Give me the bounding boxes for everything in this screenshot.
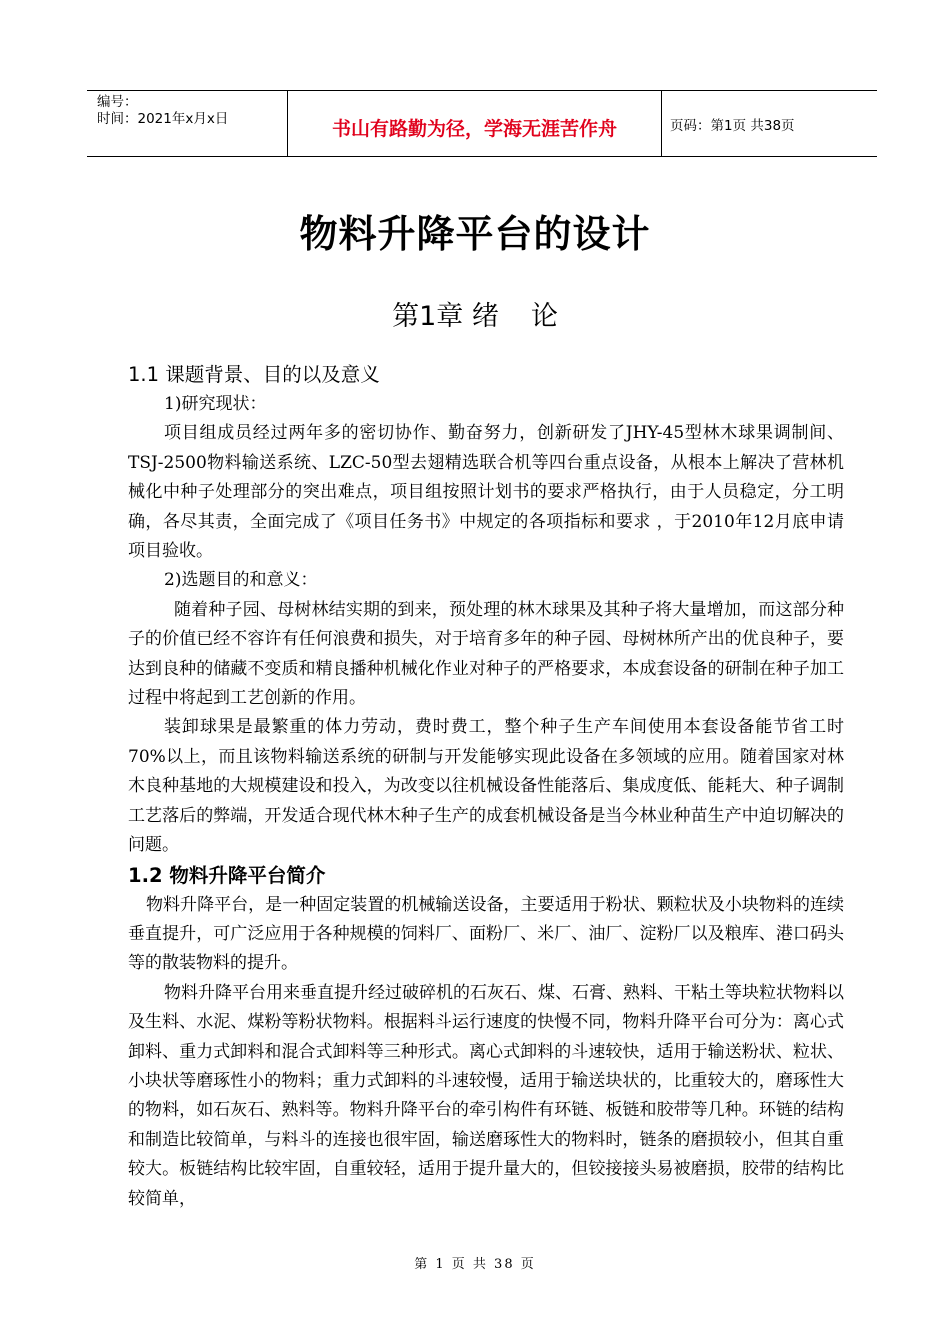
subheading: 2)选题目的和意义： xyxy=(164,570,318,591)
chapter-title xyxy=(0,294,950,333)
chapter-number: 第1章 绪 xyxy=(392,301,499,332)
section-heading: 1.2 物料升降平台简介 xyxy=(128,863,326,887)
serial-label: 编号： xyxy=(97,94,138,110)
chapter-name: 论 xyxy=(530,301,558,332)
section-heading: 1.1 课题背景、目的以及意义 xyxy=(128,363,380,386)
document-body xyxy=(128,360,844,1214)
paragraph: 物料升降平台，是一种固定装置的机械输送设备，主要适用于粉状、颗粒状及小块物料的连续垂直提升，可广泛应用于各种规模的饲料厂、面粉厂、米厂、油厂、淀粉厂以及粮库、港口码头等的散装物料的提升。 xyxy=(128,894,844,974)
header-motto: 书山有路勤为径，学海无涯苦作舟 xyxy=(288,91,662,156)
paragraph: 项目组成员经过两年多的密切协作、勤奋努力，创新研发了JHY-45型林木球果调制间、TSJ-2500物料输送系统、LZC-50型去翅精选联合机等四台重点设备，从根本上解决了营林机械化中种子处理部分的突出难点，项目组按照计划书的要求严格执行，由于人员稳定，分工明确，各尽其责，全面完成了《项目任务书》中规定的各项指标和要求 ，于2010年12月底申请项目验收。 xyxy=(128,423,844,562)
paragraph: 物料升降平台用来垂直提升经过破碎机的石灰石、煤、石膏、熟料、干粘土等块粒状物料以及生料、水泥、煤粉等粉状物料。根据料斗运行速度的快慢不同，物料升降平台可分为：离心式卸料、重力式卸料和混合式卸料等三种形式。离心式卸料的斗速较快，适用于输送粉状、粒状、小块状等磨琢性小的物料；重力式卸料的斗速较慢，适用于输送块状的，比重较大的，磨琢性大的物料，如石灰石、熟料等。物料升降平台的牵引构件有环链、板链和胶带等几种。环链的结构和制造比较简单，与料斗的连接也很牢固，输送磨琢性大的物料时，链条的磨损较小，但其自重较大。板链结构比较牢固，自重较轻，适用于提升量大的，但铰接接头易被磨损，胶带的结构比较简单， xyxy=(128,982,844,1209)
header-table xyxy=(87,90,877,157)
document-title: 物料升降平台的设计 xyxy=(299,212,651,256)
paragraph: 装卸球果是最繁重的体力劳动，费时费工，整个种子生产车间使用本套设备能节省工时70%以上，而且该物料输送系统的研制与开发能够实现此设备在多领域的应用。随着国家对林木良种基地的大规模建设和投入，为改变以往机械设备性能落后、集成度低、能耗大、种子调制工艺落后的弊端，开发适合现代林木种子生产的成套机械设备是当今林业种苗生产中迫切解决的问题。 xyxy=(128,717,844,856)
page-footer: 第 1 页 共 38 页 xyxy=(414,1257,536,1272)
header-meta xyxy=(87,91,288,156)
header-page-info: 页码：第1页 共38页 xyxy=(670,117,795,134)
time-label: 时间：2021年x月x日 xyxy=(97,111,229,127)
paragraph: 随着种子园、母树林结实期的到来，预处理的林木球果及其种子将大量增加，而这部分种子的价值已经不容许有任何浪费和损失，对于培育多年的种子园、母树林所产出的优良种子，要达到良种的储藏不变质和精良播种机械化作业对种子的严格要求，本成套设备的研制在种子加工过程中将起到工艺创新的作用。 xyxy=(128,599,844,709)
subheading: 1)研究现状： xyxy=(164,394,267,414)
